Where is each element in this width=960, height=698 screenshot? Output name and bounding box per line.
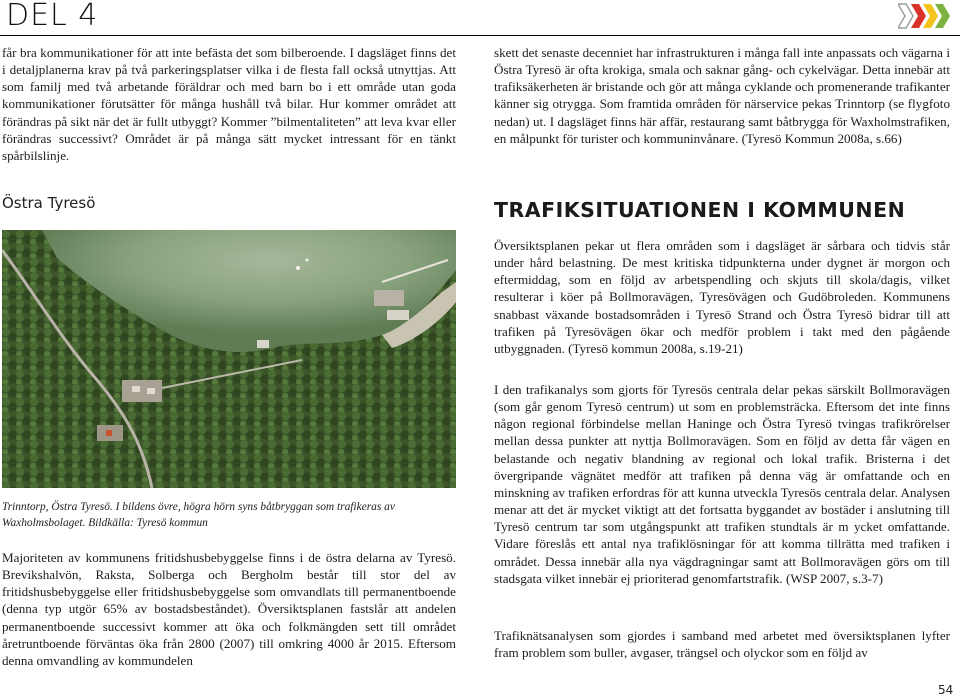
chevron-gray-icon	[898, 4, 913, 28]
right-column-intro	[494, 44, 950, 147]
right-paragraph-1: skett det senaste decenniet har infrastrukturen i många fall inte anpassats och vägarna i Östra Tyresö är ofta krokiga, smala och saknar gång- och cykelvägar. Detta innebär att trafiksäkerheten är bristande och gör att många cyklande och promenerande trafikanter känner sig otrygga. Som framtida områden för närservice pekas Trinntorp (se flygfoto nedan) ut. I dagsläget finns här affär, restaurang samt båtbrygga för Waxholmstrafiken, en målpunkt för turister och kommuninvånare. (Tyresö Kommun 2008a, s.66)	[494, 45, 950, 146]
header-divider	[0, 35, 960, 36]
left-column-intro	[2, 44, 456, 164]
heading-trafiksituationen: TRAFIKSITUATIONEN I KOMMUNEN	[494, 198, 906, 222]
right-column-block-3	[494, 381, 950, 587]
section-chevrons-logo	[898, 2, 950, 30]
photo-caption: Trinntorp, Östra Tyresö. I bildens övre, högra hörn syns båtbryggan som trafikeras av Waxholmsbolaget. Bildkälla: Tyresö kommun	[2, 501, 395, 529]
right-paragraph-2: Översiktsplanen pekar ut flera områden som i dagsläget är sårbara och tidvis står under hård belastning. De mest kritiska tidpunkterna under dygnet är morgon och eftermiddag, som en följd av arbetspendling och skjuts till skola/dagis, vilket resulterar i köer på Bollmoravägen, Tyresövägen och Gudöbroleden. Kommunens snabbast växande bostadsområden i Tyresö Strand och Östra Tyresö bidrar till att trafiken på Tyresövägen ökar och medför problem i takt med den pågående utbyggnaden. (Tyresö kommun 2008a, s.19-21)	[494, 238, 950, 356]
page-number: 54	[938, 683, 954, 697]
left-paragraph-2: Majoriteten av kommunens fritidshusbebyggelse finns i de östra delarna av Tyresö. Brevikshalvön, Raksta, Solberga och Bergholm består till stor del av fritidshusbebyggelse eller fritidshusbebyggelse som omvandlats till permanentboende (denna typ utgör 65% av bostadsbeståndet). Översiktsplanen fastslår att andelen permanentboende successivt kommer att öka och folkmängden sett till området åretruntboende förväntas öka från 2800 (2007) till omkring 4000 år 2015. Eftersom denna omvandling av kommundelen	[2, 550, 456, 668]
right-paragraph-4: Trafiknätsanalysen som gjordes i samband med arbetet med översiktsplanen lyfter fram problem som buller, avgaser, trängsel och olyckor som en följd av	[494, 628, 950, 661]
right-column-block-2	[494, 237, 950, 357]
aerial-photo-graphic	[2, 230, 456, 488]
right-paragraph-3: I den trafikanalys som gjorts för Tyresös centrala delar pekas särskilt Bollmoravägen (som går genom Tyresö centrum) ut som en problemsträcka. Eftersom det inte finns någon regional förbindelse mellan Haninge och Östra Tyresö tvingas trafikrörelser mellan dessa punkter att nyttja Bollmoravägen. Som en följd av detta får vägen en belastande och negativ blandning av regional och lokal trafik. Bristerna i det övergripande vägnätet medför att trafiken på denna väg är omfattande och en minskning av trafiken erfordras för att kunna utveckla Tyresös centrala delar. Analysen menar att det är mycket viktigt att det fortsatta byggandet av bostäder i anslutning till Tyresö centrum tar som utgångspunkt att trafiken stundtals är m ycket omfattande. Vidare föreslås ett antal nya trafiklösningar för att komma tillrätta med trafiken i området. Dessa innebär alla nya vägdragningar samt att Bollmoravägen görs om till stadsgata vilket innebär ej prioriterad genomfartstrafik. (WSP 2007, s.3-7)	[494, 382, 950, 586]
right-column-block-4	[494, 627, 950, 661]
aerial-photo-trinntorp	[2, 230, 456, 488]
subheading-ostra-tyreso: Östra Tyresö	[2, 194, 96, 212]
page-section-title: DEL 4	[6, 0, 99, 33]
left-paragraph-1: får bra kommunikationer för att inte befästa det som bilberoende. I dagsläget finns det i detaljplanerna krav på två parkeringsplatser vilka i de flesta fall också utnyttjas. Att som familj med två arbetande föräldrar och med barn bo i ett område utan goda kommunikationer förutsätter för många hushåll två bilar. Hur kommer området att förändras på sikt när det är fullt utbyggt? Kommer ”bilmentaliteten” att leva kvar eller förändras successivt? Området är på många sätt mycket intressant för en tänkt spårbilslinje.	[2, 45, 456, 163]
left-column-continued	[2, 549, 456, 669]
